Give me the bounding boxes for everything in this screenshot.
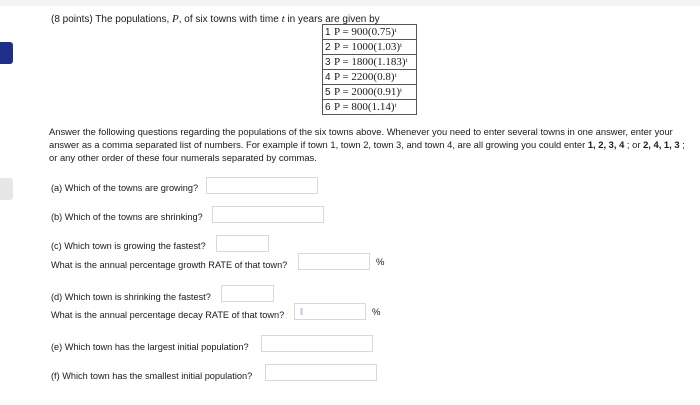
percent-unit: %: [376, 257, 385, 268]
question-d-rate-label: What is the annual percentage decay RATE of that town?: [51, 310, 285, 320]
question-b-label: (b) Which of the towns are shrinking?: [51, 212, 203, 222]
town-number: 1: [323, 25, 333, 40]
answer-c-town-input[interactable]: [216, 235, 269, 252]
town-number: 5: [323, 85, 333, 100]
question-a-label: (a) Which of the towns are growing?: [51, 183, 199, 193]
variable-p: P: [172, 13, 179, 25]
example-answer: 2, 4, 1, 3: [643, 139, 680, 150]
percent-unit: %: [372, 307, 381, 318]
answer-e-input[interactable]: [261, 335, 373, 352]
question-f-label: (f) Which town has the smallest initial population?: [51, 371, 253, 381]
text-cursor-icon: [300, 308, 303, 315]
answer-a-input[interactable]: [206, 177, 318, 194]
variable-t: t: [281, 13, 285, 25]
side-tab-active[interactable]: [0, 42, 13, 64]
town-number: 4: [323, 70, 333, 85]
top-band: [0, 0, 700, 6]
instructions: [49, 125, 689, 164]
town-number: 3: [323, 55, 333, 70]
town-formula: P = 1800(1.183)ᵗ: [332, 55, 417, 70]
side-tab[interactable]: [0, 178, 13, 200]
example-answer: 1, 2, 3, 4: [587, 139, 625, 150]
question-e-label: (e) Which town has the largest initial population?: [51, 342, 249, 352]
table-row: [323, 55, 417, 70]
town-formula: P = 2000(0.91)ᵗ: [332, 85, 417, 100]
table-row: [323, 40, 417, 55]
town-formula: P = 2200(0.8)ᵗ: [332, 70, 417, 85]
answer-d-town-input[interactable]: [221, 285, 274, 302]
town-formula: P = 1000(1.03)ᵗ: [332, 40, 417, 55]
question-c-rate-label: What is the annual percentage growth RATE of that town?: [51, 260, 288, 270]
answer-f-input[interactable]: [265, 364, 377, 381]
town-formula: P = 800(1.14)ᵗ: [332, 100, 417, 115]
table-row: [323, 25, 417, 40]
header-text: The populations,: [95, 14, 173, 25]
table-row: [323, 70, 417, 85]
points-label: (8 points): [51, 14, 93, 25]
town-number: 6: [323, 100, 333, 115]
answer-d-rate-input[interactable]: [294, 303, 366, 320]
town-formula-table: [322, 24, 417, 115]
question-d-label: (d) Which town is shrinking the fastest?: [51, 292, 211, 302]
table-row: [323, 100, 417, 115]
town-formula: P = 900(0.75)ᵗ: [332, 25, 417, 40]
instructions-text: ; or: [624, 139, 644, 150]
town-number: 2: [323, 40, 333, 55]
header-text: , of six towns with time: [178, 14, 282, 25]
header-text: in years are given by: [284, 14, 380, 25]
answer-c-rate-input[interactable]: [298, 253, 370, 270]
answer-b-input[interactable]: [212, 206, 324, 223]
instructions-text: Answer the following questions regarding the populations of the six towns above. Whenever you need to enter several towns in one answer, enter your answer as a comma separated list of numbers. For example if town 1, town 2, town 3, and town 4, are all growing you could enter: [49, 126, 673, 150]
table-row: [323, 85, 417, 100]
question-c-label: (c) Which town is growing the fastest?: [51, 241, 206, 251]
instructions-text: ; or any other order of these four numerals separated by commas.: [49, 139, 685, 163]
